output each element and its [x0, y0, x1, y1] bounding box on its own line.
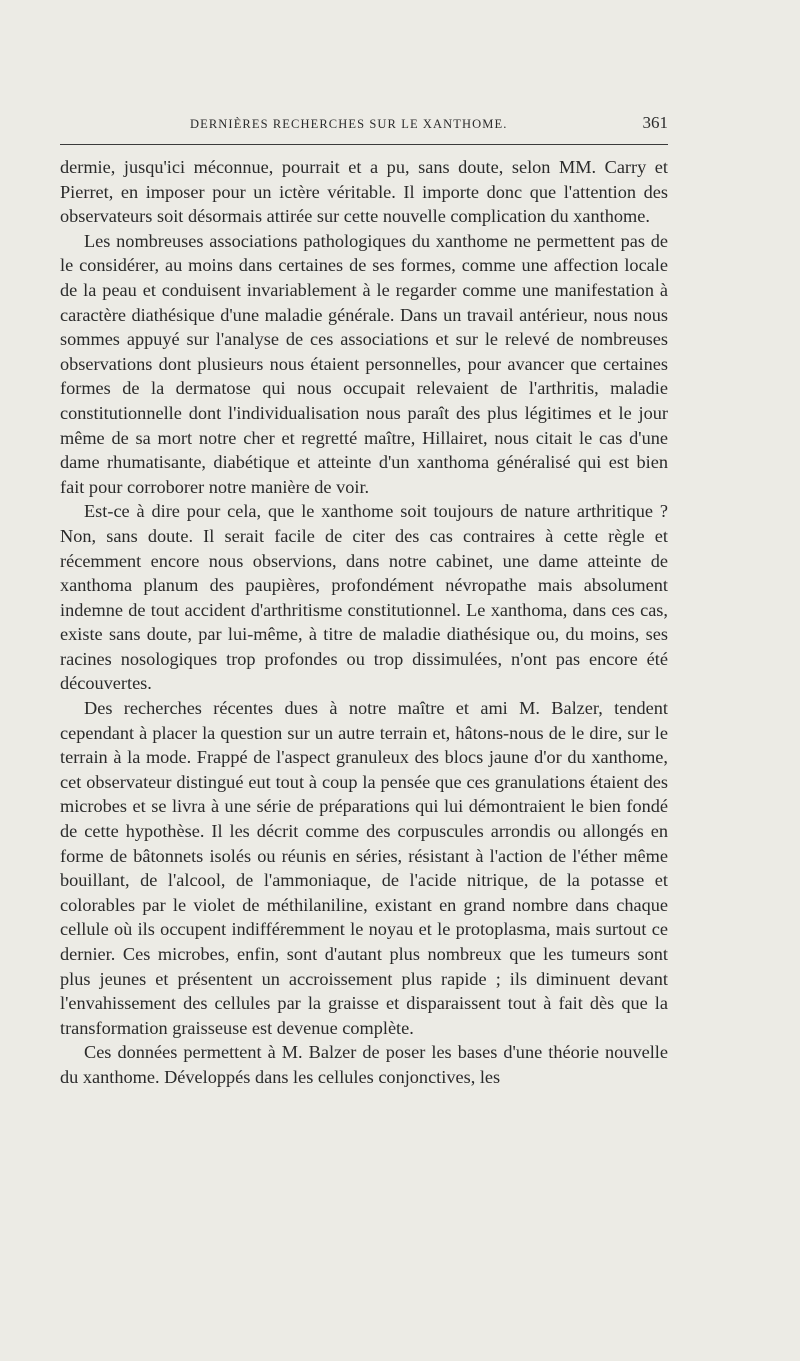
paragraph-1: dermie, jusqu'ici méconnue, pourrait et a pu, sans doute, selon MM. Carry et Pierret, en imposer pour un ictère véritable. Il importe donc que l'attention des observateurs soit désormais attirée sur cette nouvelle complication du xanthome.: [60, 157, 668, 227]
body-text: [60, 155, 668, 1090]
page-number: 361: [642, 113, 668, 132]
running-title: DERNIÈRES RECHERCHES SUR LE XANTHOME.: [190, 117, 508, 131]
paragraph-3: Est-ce à dire pour cela, que le xanthome soit toujours de nature arthritique ? Non, sans doute. Il serait facile de citer des cas contraires à cette règle et récemment encore nous observions, dans notre cabinet, une dame atteinte de xanthoma planum des paupières, profondément névropathe mais absolument indemne de tout accident d'arthritisme constitutionnel. Le xanthoma, dans ces cas, existe sans doute, par lui-même, à titre de maladie diathésique ou, du moins, ses racines nosologiques trop profondes ou trop dissimulées, n'ont pas encore été découvertes.: [60, 501, 668, 694]
paragraph-5: Ces données permettent à M. Balzer de poser les bases d'une théorie nouvelle du xanthome. Développés dans les cellules conjonctives, les: [60, 1042, 668, 1087]
paragraph-4: Des recherches récentes dues à notre maître et ami M. Balzer, tendent cependant à placer la question sur un autre terrain et, hâtons-nous de le dire, sur le terrain à la mode. Frappé de l'aspect granuleux des blocs jaune d'or du xanthome, cet observateur distingué eut tout à coup la pensée que ces granulations étaient des microbes et se livra à une série de préparations qui lui démontraient le bien fondé de cette hypothèse. Il les décrit comme des corpuscules arrondis ou allongés en forme de bâtonnets isolés ou réunis en séries, résistant à l'action de l'éther même bouillant, de l'alcool, de l'ammoniaque, de l'acide nitrique, de la potasse et colorables par le violet de méthilaniline, existant en grand nombre dans chaque cellule où ils occupent indifféremment le noyau et le protoplasma, mais surtout ce dernier. Ces microbes, enfin, sont d'autant plus nombreux que les tumeurs sont plus jeunes et présentent un accroissement plus rapide ; ils diminuent devant l'envahissement des cellules par la graisse et disparaissent tout à fait dès que la transformation graisseuse est devenue complète.: [60, 698, 668, 1038]
paragraph-2: Les nombreuses associations pathologiques du xanthome ne permettent pas de le considérer, au moins dans certaines de ses formes, comme une affection locale de la peau et conduisent invariablement à le regarder comme une manifestation à caractère diathésique d'une maladie générale. Dans un travail antérieur, nous nous sommes appuyé sur l'analyse de ces associations et sur le relevé de nombreuses observations dont plusieurs nous étaient personnelles, pour avancer que certaines formes de la dermatose qui nous occupait relevaient de l'arthritis, maladie constitutionnelle dont l'individualisation nous paraît des plus légitimes et le jour même de sa mort notre cher et regretté maître, Hillairet, nous citait le cas d'une dame rhumatisante, diabétique et atteinte d'un xanthoma généralisé qui est bien fait pour corroborer notre manière de voir.: [60, 230, 668, 497]
running-head: [60, 113, 668, 135]
header-rule: [60, 144, 668, 145]
